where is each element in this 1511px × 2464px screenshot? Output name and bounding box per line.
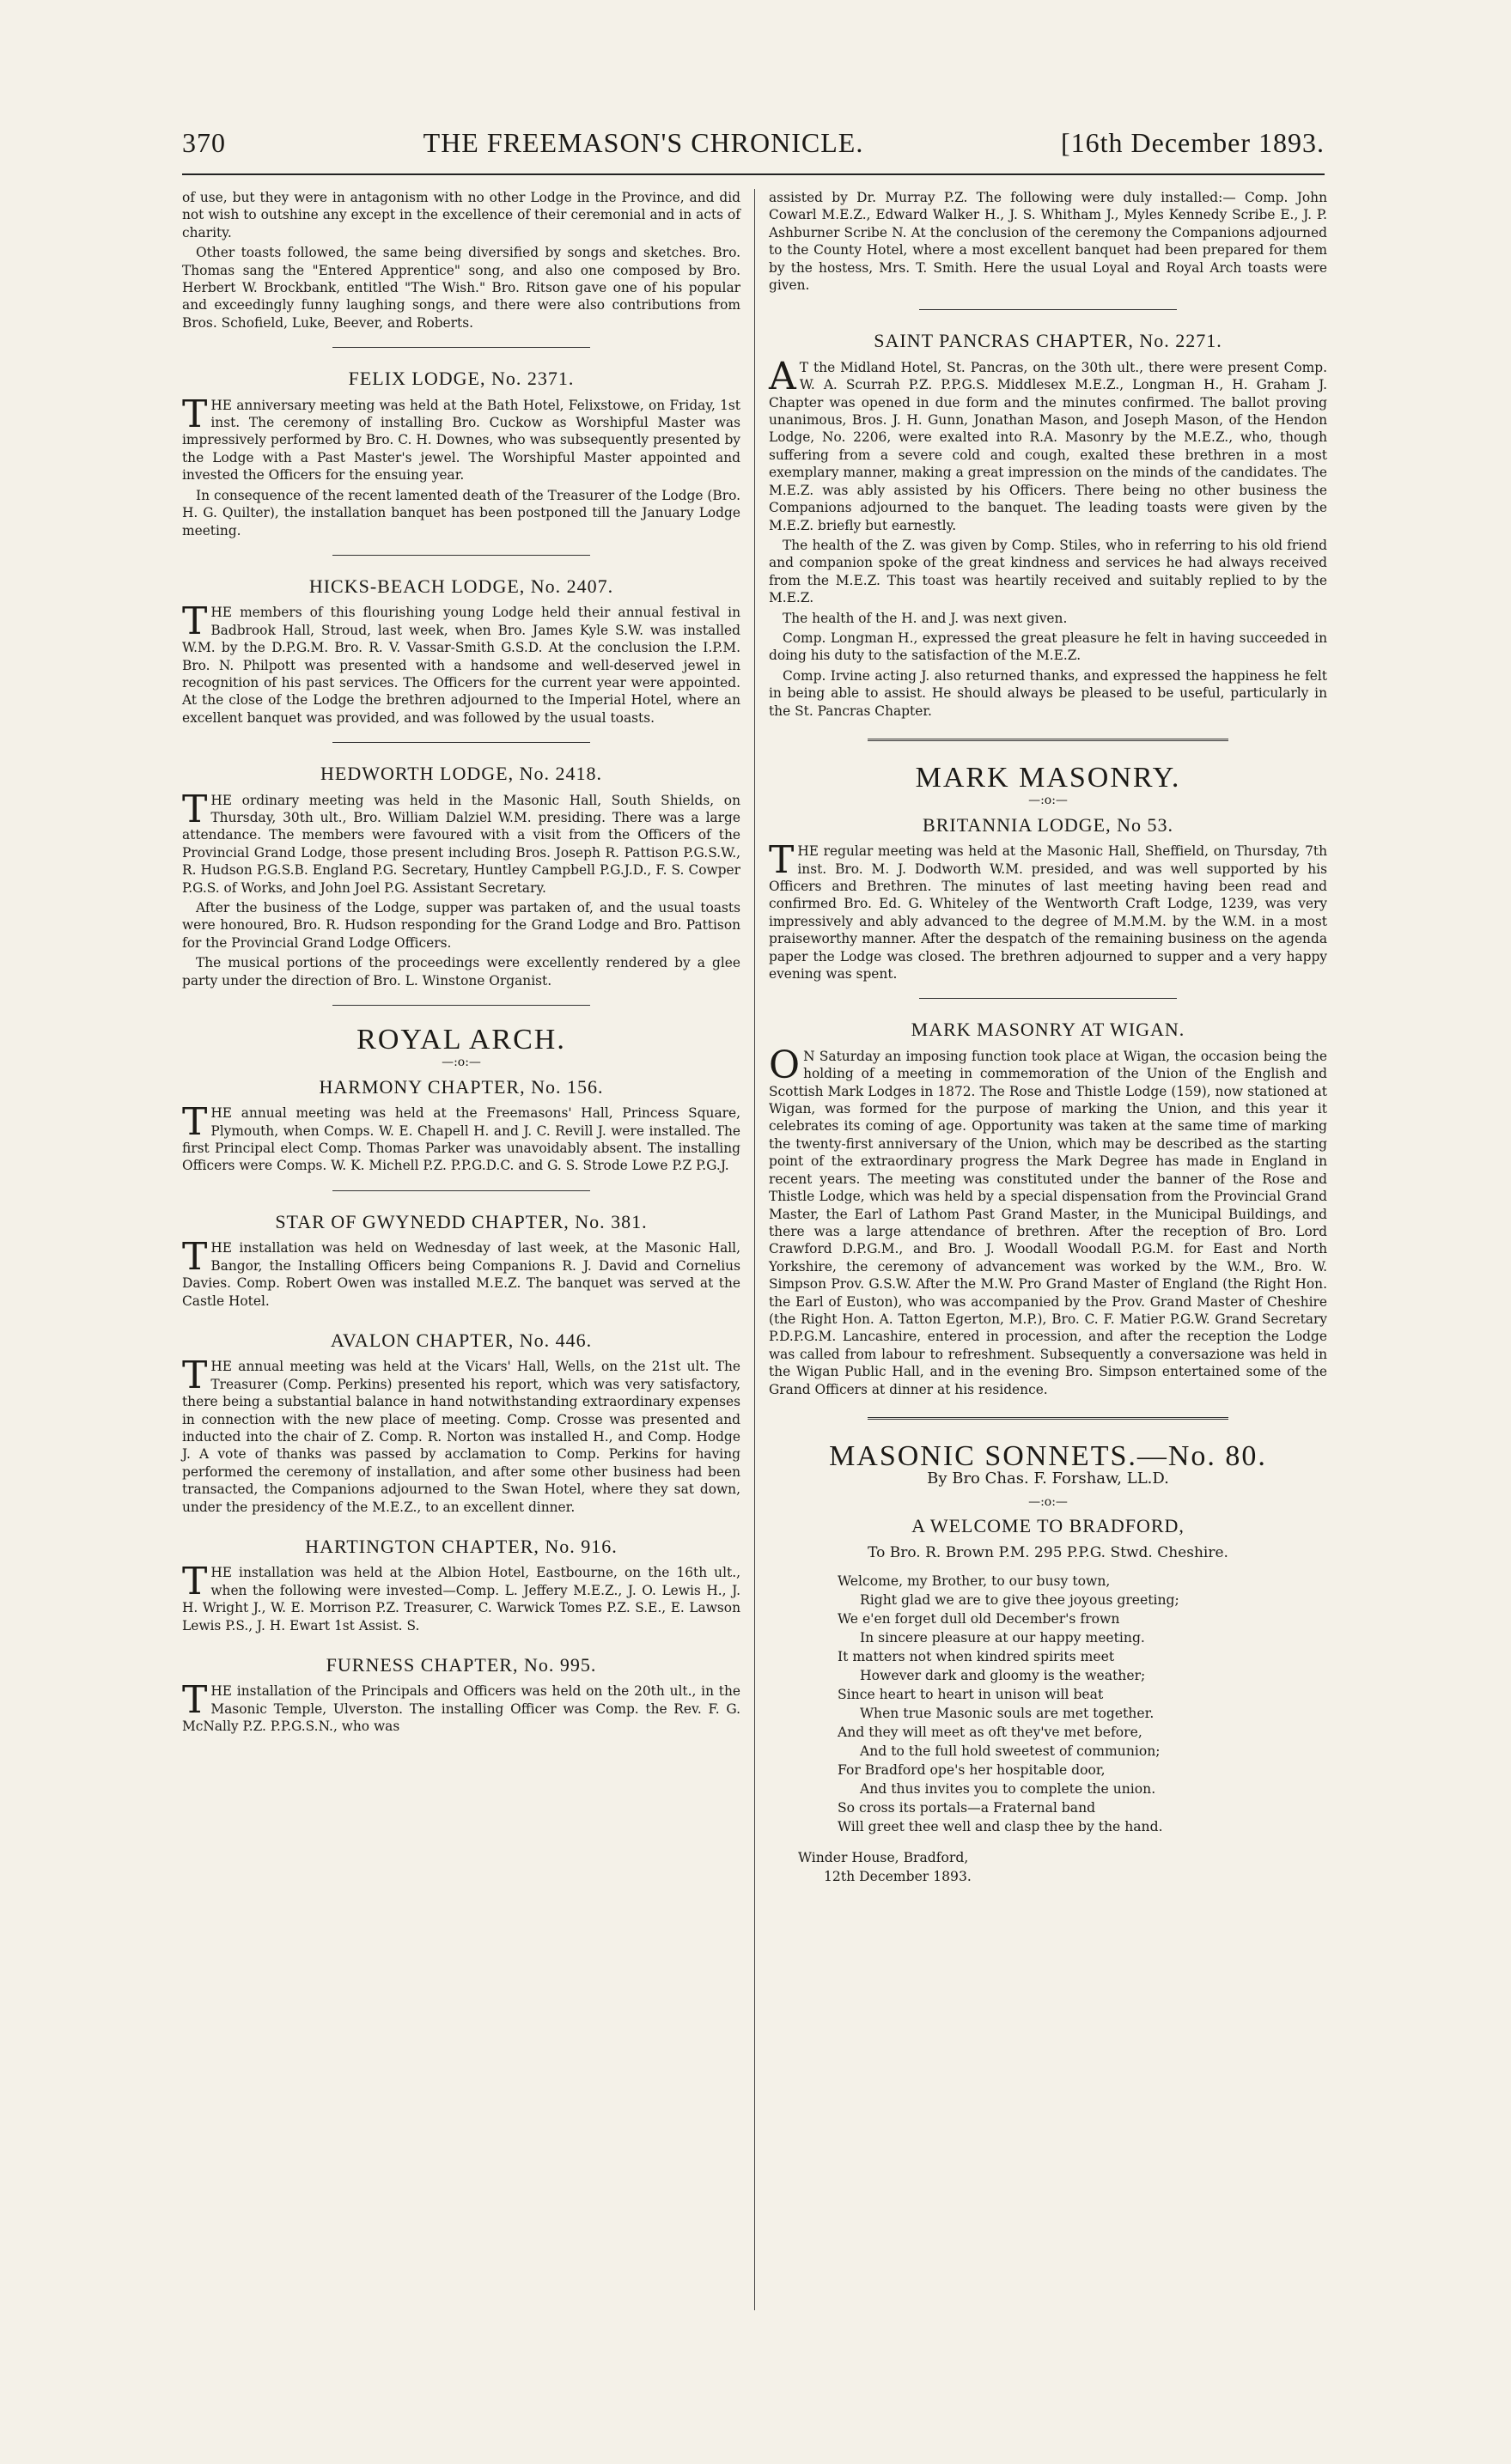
hedworth-text-3: The musical portions of the proceedings were excellently rendered by a glee party under the direction of Bro. L. Winstone Organist. [182, 955, 740, 989]
hicks-beach-heading: HICKS-BEACH LODGE, No. 2407. [308, 575, 614, 597]
ornament: —:o:— [442, 1056, 481, 1070]
poem-line: Welcome, my Brother, to our busy town, [838, 1573, 1111, 1589]
poem-line: And they will meet as oft they've met before, [838, 1725, 1142, 1740]
section-rule [332, 1190, 590, 1191]
section-rule [332, 347, 590, 348]
drop-cap: O [769, 1043, 801, 1087]
drop-cap: A [769, 354, 796, 398]
poem-line: Right glad we are to give thee joyous greeting; [860, 1592, 1179, 1608]
saint-pancras-text: A T the Midland Hotel, St. Pancras, on the 30th ult., there were present Comp. W. A. Scurrah P.Z. P.P.G.S. Middlesex M.E.Z., Longman H., H. Graham J. Chapter was opened in due form and the minutes confirmed. The ballot proving unanimous, Bros. J. H. Gunn, Jonathan Mason, and Joseph Mason, of the Hendon Lodge, No. 2206, were exalted into R.A. Masonry by the M.E.Z., who, though suffering from a severe cold and cough, exalted these brethren in a most exemplary manner, making a great impression on the minds of the candidates. The M.E.Z. was ably assisted by his Officers. There being no other business the Companions adjourned to the banquet. The leading toasts were given by the M.E.Z. briefly but earnestly. [769, 354, 1327, 533]
sonnet-poem [838, 1572, 1327, 1836]
poem-line: It matters not when kindred spirits meet [838, 1649, 1115, 1664]
furness-heading: FURNESS CHAPTER, No. 995. [326, 1654, 597, 1676]
issue-date: [16th December 1893. [1060, 127, 1325, 158]
drop-cap: T [182, 1235, 208, 1280]
harmony-heading: HARMONY CHAPTER, No. 156. [319, 1075, 604, 1098]
saint-pancras-text-4: Comp. Longman H., expressed the great pleasure he felt in having succeeded in doing his duty to the satisfaction of the M.E.Z. [769, 630, 1327, 664]
saint-pancras-text-3: The health of the H. and J. was next given. [783, 610, 1068, 626]
masthead [182, 127, 1325, 172]
royal-arch-heading: ROYAL ARCH. [356, 1024, 566, 1056]
saint-pancras-text-2: The health of the Z. was given by Comp. Stiles, who in referring to his old friend and companion spoke of the great kindness and services he had always received from the M.E.Z. This toast was heartily received and suitably replied to by the M.E.Z. [769, 537, 1327, 606]
poem-line: So cross its portals—a Fraternal band [838, 1800, 1096, 1816]
drop-cap: T [182, 599, 208, 644]
hedworth-text-2: After the business of the Lodge, supper was partaken of, and the usual toasts were honoured, Bro. R. Hudson responding for the Grand Lodge and Bro. Pattison for the Provincial Grand Lodge Officers. [182, 900, 740, 951]
page-title: THE FREEMASON'S CHRONICLE. [423, 127, 864, 158]
wigan-heading: MARK MASONRY AT WIGAN. [911, 1019, 1185, 1041]
section-rule [919, 998, 1177, 999]
signature-date: 12th December 1893. [824, 1869, 972, 1884]
left-column [182, 189, 740, 1738]
poem-line: And thus invites you to complete the union. [860, 1781, 1156, 1797]
poem-line: For Bradford ope's her hospitable door, [838, 1762, 1106, 1778]
poem-line: And to the full hold sweetest of communion; [860, 1743, 1161, 1759]
hartington-text: THE installation was held at the Albion Hotel, Eastbourne, on the 16th ult., when the following were invested—Comp. L. Jeffery M.E.Z., J. O. Lewis H., J. H. Wright J., W. E. Morrison P.Z. Treasurer, C. Warwick Tomes P.Z. S.E., E. Lawson Lewis P.S., J. H. Ewart 1st Assist. S. [182, 1560, 740, 1634]
signature-place: Winder House, Bradford, [798, 1850, 969, 1865]
poem-line: When true Masonic souls are met together. [860, 1706, 1155, 1721]
harmony-text: THE annual meeting was held at the Freemasons' Hall, Princess Square, Plymouth, when Comps. W. E. Chapell H. and J. C. Revill J. were installed. The first Principal elect Comp. Thomas Parker was unavoidably absent. The installing Officers were Comps. W. K. Michell P.Z. P.P.G.D.C. and G. S. Strode Lowe P.Z P.G.J. [182, 1100, 740, 1174]
felix-lodge-heading: FELIX LODGE, No. 2371. [348, 368, 575, 390]
britannia-heading: BRITANNIA LODGE, No 53. [923, 813, 1173, 836]
ornament: —:o:— [1028, 794, 1068, 808]
article-paragraph: Other toasts followed, the same being diversified by songs and sketches. Bro. Thomas sang the "Entered Apprentice" song, and also one composed by Bro. Herbert W. Brockbank, entitled "The Wish." Bro. Ritson gave one of his popular and exceedingly funny laughing songs, and there were also contributions from Bros. Schofield, Luke, Beever, and Roberts. [182, 245, 740, 331]
hedworth-heading: HEDWORTH LODGE, No. 2418. [320, 763, 602, 785]
drop-cap: T [769, 838, 795, 883]
section-double-rule [868, 739, 1228, 744]
wigan-text: O N Saturday an imposing function took place at Wigan, the occasion being the holding of a meeting in commemoration of the Union of the English and Scottish Mark Lodges in 1872. The Rose and Thistle Lodge (159), now stationed at Wigan, was formed for the purpose of marking the Union, and this year it celebrates its coming of age. Opportunity was taken at the same time of marking the twenty-first anniversary of the Union, which may be described as the starting point of the extraordinary progress the Mark Degree has made in England in recent years. The meeting was constituted under the banner of the Rose and Thistle Lodge, which was held by a special dispensation from the Provincial Grand Master, the Earl of Lathom Past Grand Master, in the Municipal Buildings, and there was a large attendance of brethren. After the reception of Bro. Lord Crawford D.P.G.M., and Bro. J. Woodall Woodall P.G.M. for East and North Yorkshire, the ceremony of advancement was worked by the W.M., Bro. W. Simpson Prov. G.S.W. After the M.W. Pro Grand Master of England (the Right Hon. the Earl of Euston), who was accompanied by the Prov. Grand Master of Cheshire (the Right Hon. A. Tatton Egerton, M.P.), Bro. C. F. Matier P.G.W. Grand Secretary P.D.P.G.M. Lancashire, entered in procession, and after the reception the Lodge was called from labour to refreshment. Subsequently a conversazione was held in the Wigan Public Hall, and in the evening Bro. Simpson entertained some of the Grand Officers at dinner at his residence. [769, 1043, 1327, 1397]
drop-cap: T [182, 392, 208, 436]
britannia-text: THE regular meeting was held at the Masonic Hall, Sheffield, on Thursday, 7th inst. Bro. M. J. Dodworth W.M. presided, and was well supported by his Officers and Brethren. The minutes of last meeting having been read and confirmed Bro. Ed. G. Whiteley of the Wentworth Craft Lodge, 1239, was very impressively and ably advanced to the degree of M.M.M. by the W.M. in a most praiseworthy manner. After the despatch of the remaining business on the agenda paper the Lodge was closed. The brethren adjourned to supper and a very happy evening was spent. [769, 838, 1327, 983]
avalon-text: THE annual meeting was held at the Vicars' Hall, Wells, on the 21st ult. The Treasurer (Comp. Perkins) presented his report, which was very satisfactory, there being a substantial balance in hand notwithstanding extraordinary expenses in connection with the new place of meeting. Comp. Crosse was presented and inducted into the chair of Z. Comp. R. Norton was installed H., and Comp. Hodge J. A vote of thanks was passed by acclamation to Comp. Perkins for having performed the ceremony of installation, and after some other business had been transacted, the Companions adjourned to the Swan Hotel, where they sat down, under the presidency of the M.E.Z., to an excellent dinner. [182, 1354, 740, 1515]
drop-cap: T [182, 1560, 208, 1604]
section-rule [919, 309, 1177, 310]
column-divider [754, 189, 755, 2310]
poem-line: In sincere pleasure at our happy meeting. [860, 1630, 1145, 1646]
saint-pancras-text-5: Comp. Irvine acting J. also returned thanks, and expressed the happiness he felt in being able to assist. He should always be pleased to be useful, particularly in the St. Pancras Chapter. [769, 667, 1327, 719]
drop-cap: T [182, 787, 208, 831]
section-rule [332, 1005, 590, 1006]
hartington-heading: HARTINGTON CHAPTER, No. 916. [305, 1535, 618, 1557]
masthead-rule [182, 173, 1325, 175]
poem-line: Since heart to heart in unison will beat [838, 1687, 1104, 1702]
section-rule [332, 555, 590, 556]
felix-lodge-text-2: In consequence of the recent lamented death of the Treasurer of the Lodge (Bro. H. G. Quilter), the installation banquet has been postponed till the January Lodge meeting. [182, 487, 740, 538]
saint-pancras-heading: SAINT PANCRAS CHAPTER, No. 2271. [874, 330, 1222, 352]
star-of-gwynedd-heading: STAR OF GWYNEDD CHAPTER, No. 381. [275, 1210, 648, 1232]
drop-cap: T [182, 1100, 208, 1145]
star-of-gwynedd-text: THE installation was held on Wednesday of last week, at the Masonic Hall, Bangor, the Installing Officers being Companions R. J. David and Cornelius Davies. Comp. Robert Owen was installed M.E.Z. The banquet was served at the Castle Hotel. [182, 1235, 740, 1309]
sonnet-byline: By Bro Chas. F. Forshaw, LL.D. [927, 1469, 1169, 1488]
section-rule [332, 742, 590, 743]
article-continuation: of use, but they were in antagonism with no other Lodge in the Province, and did not wish to outshine any except in the excellence of their ceremonial and in acts of charity. [182, 190, 740, 240]
felix-lodge-text: THE anniversary meeting was held at the Bath Hotel, Felixstowe, on Friday, 1st inst. The ceremony of installing Bro. Cuckow as Worshipful Master was impressively performed by Bro. C. H. Downes, who was subsequently presented by the Lodge with a Past Master's jewel. The Worshipful Master appointed and invested the Officers for the ensuing year. [182, 392, 740, 484]
hedworth-text: THE ordinary meeting was held in the Masonic Hall, South Shields, on Thursday, 30th ult., Bro. William Dalziel W.M. presiding. There was a large attendance. The members were favoured with a visit from the Officers of the Provincial Grand Lodge, those present including Bros. Joseph R. Pattison P.G.S.W., R. Hudson P.G.S.B. England P.G. Secretary, Huntley Campbell P.G.J.D., F. S. Cowper P.G.S. of Works, and John Joel P.G. Assistant Secretary. [182, 787, 740, 896]
poem-line: However dark and gloomy is the weather; [860, 1668, 1146, 1683]
furness-text: THE installation of the Principals and Officers was held on the 20th ult., in the Masonic Temple, Ulverston. The installing Officer was Comp. the Rev. F. G. McNally P.Z. P.P.G.S.N., who was [182, 1678, 740, 1735]
sonnet-title: A WELCOME TO BRADFORD, [911, 1515, 1185, 1537]
section-double-rule [868, 1417, 1228, 1422]
drop-cap: T [182, 1354, 208, 1398]
sonnet-dedication: To Bro. R. Brown P.M. 295 P.P.G. Stwd. Cheshire. [868, 1543, 1228, 1561]
ornament: —:o:— [1028, 1494, 1068, 1509]
poem-line: Will greet thee well and clasp thee by the hand. [838, 1819, 1163, 1834]
mark-masonry-heading: MARK MASONRY. [915, 761, 1181, 794]
hicks-beach-text: THE members of this flourishing young Lodge held their annual festival in Badbrook Hall, Stroud, last week, when Bro. James Kyle S.W. was installed W.M. by the D.P.G.M. Bro. R. V. Vassar-Smith G.S.D. At the conclusion the I.P.M. Bro. N. Philpott was presented with a handsome and well-deserved jewel in recognition of his past services. The Officers for the current year were appointed. At the close of the Lodge the brethren adjourned to the Imperial Hotel, where an excellent banquet was provided, and was followed by the usual toasts. [182, 599, 740, 726]
avalon-heading: AVALON CHAPTER, No. 446. [330, 1329, 593, 1351]
article-continuation: assisted by Dr. Murray P.Z. The following were duly installed:— Comp. John Cowarl M.E.Z., Edward Walker H., J. S. Whitham J., Myles Kennedy Scribe E., J. P. Ashburner Scribe N. At the conclusion of the ceremony the Companions adjourned to the County Hotel, where a most excellent banquet had been prepared for them by the hostess, Mrs. T. Smith. Here the usual Loyal and Royal Arch toasts were given. [769, 190, 1327, 294]
drop-cap: T [182, 1678, 208, 1723]
page-number: 370 [182, 127, 226, 158]
right-column [769, 189, 1327, 1886]
sonnet-signature [798, 1848, 1327, 1886]
sonnets-heading: MASONIC SONNETS.—No. 80. [829, 1439, 1267, 1472]
poem-line: We e'en forget dull old December's frown [838, 1611, 1120, 1627]
